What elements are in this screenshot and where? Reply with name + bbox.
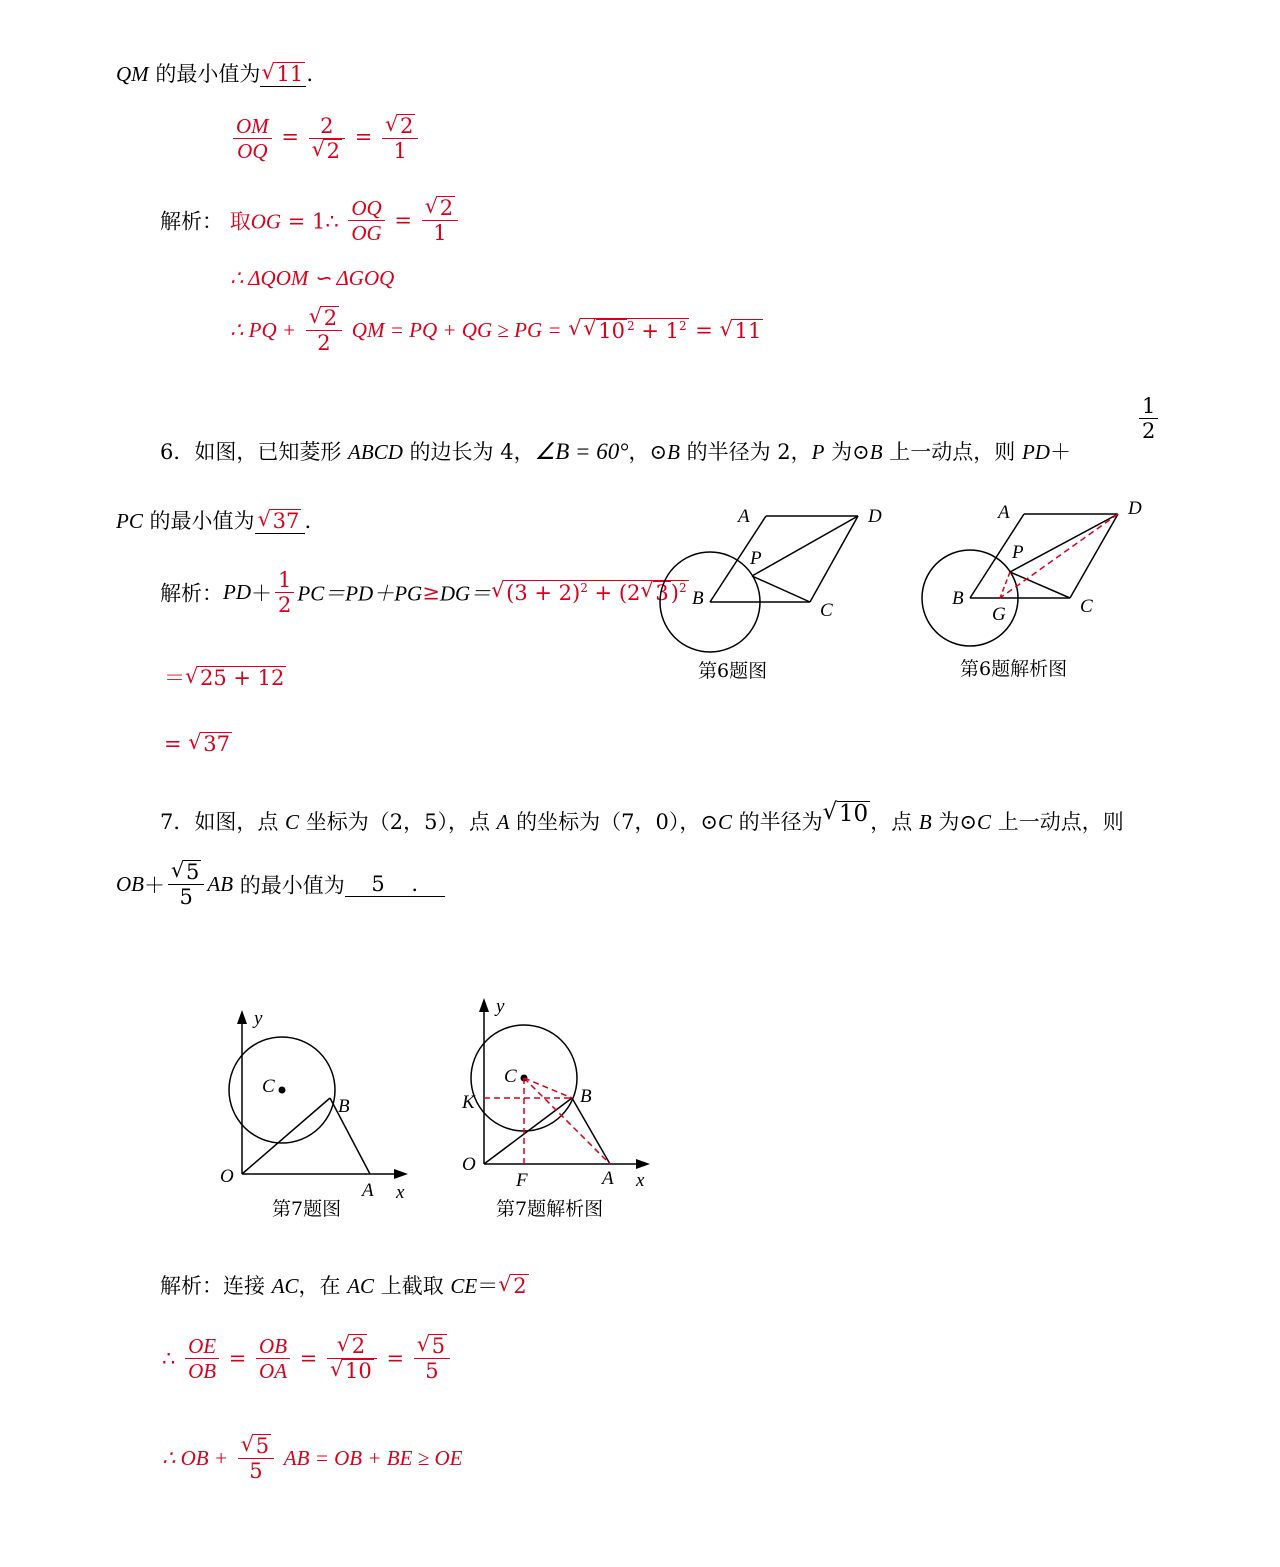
fraction-oq-og: $\frac{OQ}{OG}$ [348, 196, 384, 245]
y-arrow [237, 1010, 247, 1024]
label-o: O [220, 1166, 234, 1187]
segment-ba [330, 1098, 370, 1174]
radius-sqrt10: √ 10 [823, 801, 871, 827]
fraction-sqrt2-over-2: √ $\frac{2}{2}$ [306, 306, 342, 355]
q6-big-sqrt: √ $(3 + 2)^2 + (2√$ 3)$^2$ [491, 580, 688, 605]
x-arrow [636, 1159, 650, 1169]
q7-solution-figure [462, 996, 662, 1196]
q6-solution-figure [920, 500, 1150, 650]
label-k: K [462, 1092, 475, 1113]
prev-ratio-line: $\frac{OM}{OQ}$ = 2 √ 2 = √ $\frac{2}{1}$ [230, 114, 421, 163]
take-text: 取 [229, 209, 251, 234]
period: . [306, 62, 314, 86]
prev-final-line: ∴ PQ + √ $\frac{2}{2}$ QM = PQ + QG ≥ PG = √ √ 10 $^2 + 1^2$ = √ 11 [230, 306, 763, 355]
qm-symbol: QM [116, 62, 149, 86]
label-c: C [504, 1066, 517, 1087]
q6-solution-caption: 第6题解析图 [960, 658, 1068, 680]
sqrt-11: √ 11 [720, 319, 764, 343]
angle-b: ∠B = 60° [534, 439, 629, 464]
q7-answer-blank: 5 . [345, 872, 445, 897]
prev-question-line [116, 58, 313, 88]
equals-one: = 1∴ [281, 209, 339, 234]
label-x: x [636, 1170, 645, 1191]
q6-fig-caption: 第6题图 [698, 660, 768, 682]
dashed-pg [1000, 572, 1010, 598]
label-g: G [992, 604, 1006, 625]
question-text: 的最小值为 [148, 62, 261, 86]
q6-answer-blank: √ 37 [255, 509, 305, 534]
q6-solution-line1: 解析：PD＋ $\frac{1}{2}$ PC＝PD＋PG≥DG＝√ $(3 + 2)^2 + (2√$ 3)$^2$ [160, 568, 689, 617]
dashed-cb [524, 1078, 572, 1098]
q6-half-fraction: $\frac{1}{2}$ [1136, 394, 1161, 443]
q7-ratio-line: ∴ $\frac{OE}{OB}$ = $\frac{OB}{OA}$ = √ 2 √ 10 = √ $\frac{5}{5}$ [162, 1334, 453, 1383]
similar-triangles: ∴ ΔQOM ∽ ΔGOQ [230, 266, 395, 290]
fraction-ob-oa: $\frac{OB}{OA}$ [256, 1334, 290, 1383]
fraction-sqrt2-over-1: √ $\frac{2}{1}$ [422, 196, 458, 245]
rhombus-name: ABCD [348, 440, 403, 464]
q7-solution-line1: 解析：连接 AC，在 AC 上截取 CE＝√ 2 [160, 1270, 529, 1300]
label-c: C [820, 600, 833, 621]
q6-solution-line3: = √ 37 [164, 732, 232, 756]
label-a: A [362, 1180, 374, 1201]
fraction-sqrt5-over-5: √ $\frac{5}{5}$ [168, 860, 204, 909]
big-sqrt: √ √ 10 $^2 + 1^2$ [568, 318, 688, 343]
q6-figure [660, 500, 890, 650]
label-a: A [602, 1168, 614, 1189]
label-x: x [396, 1182, 405, 1203]
sqrt2-red: √ 2 [498, 1274, 528, 1298]
segment-ob [484, 1098, 572, 1164]
fraction-sqrt5-over-5-red: √ $\frac{5}{5}$ [238, 1434, 274, 1483]
segment-pc [752, 576, 810, 602]
label-d: D [1128, 498, 1142, 519]
label-p: P [1012, 542, 1024, 563]
fraction-sqrt2-1: √ $\frac{2}{1}$ [382, 114, 418, 163]
label-c: C [262, 1076, 275, 1097]
og-symbol: OG [250, 209, 282, 234]
q6-stem: 6．如图，已知菱形 ABCD 的边长为 4，∠B = 60°，⊙B 的半径为 2，P 为⊙B 上一动点，则 PD＋ [160, 439, 1071, 464]
center-c [279, 1087, 286, 1094]
answer-blank [260, 62, 306, 87]
solution-label: 解析： [160, 209, 223, 234]
answer-sqrt: √ 11 [261, 62, 305, 86]
q7-figure [220, 1008, 420, 1208]
dashed-ca [524, 1078, 610, 1164]
final-chain: QM = PQ + QG ≥ PG = [351, 318, 562, 343]
label-a: A [998, 502, 1010, 523]
q6-solution-line2: ＝√ 25 + 12 [164, 662, 286, 692]
red-half: $\frac{1}{2}$ [275, 568, 294, 617]
fraction-oe-ob: $\frac{OE}{OB}$ [185, 1334, 219, 1383]
label-o: O [462, 1154, 476, 1175]
fraction-2-sqrt2: 2 √ 2 [309, 114, 345, 163]
q7-final-line: ∴ OB + √ $\frac{5}{5}$ AB = OB + BE ≥ OE [162, 1434, 462, 1483]
fraction-om-oq: $\frac{OM}{OQ}$ [233, 114, 272, 163]
label-b: B [692, 588, 704, 609]
q6-answer-line: PC 的最小值为√ 37 . [116, 505, 311, 535]
label-c: C [1080, 596, 1093, 617]
x-arrow [394, 1169, 408, 1179]
label-b: B [952, 588, 964, 609]
solution-label: 解析： [160, 581, 223, 606]
prev-solution-line: 解析： 取OG = 1∴ $\frac{OQ}{OG}$ = √ $\frac{2}{1}$ [160, 196, 461, 245]
q7-solution-caption: 第7题解析图 [496, 1198, 604, 1220]
fraction-sqrt5-5: √ $\frac{5}{5}$ [414, 1334, 450, 1383]
y-arrow [479, 998, 489, 1012]
q7-fig-caption: 第7题图 [272, 1198, 342, 1220]
label-b: B [580, 1086, 592, 1107]
label-d: D [868, 506, 882, 527]
fraction-sqrt2-sqrt10: √ 2 √ 10 [327, 1334, 377, 1383]
label-y: y [254, 1008, 263, 1029]
label-y: y [496, 996, 505, 1017]
label-f: F [516, 1170, 528, 1191]
label-p: P [750, 548, 762, 569]
label-a: A [738, 506, 750, 527]
label-b: B [338, 1096, 350, 1117]
final-start: ∴ PQ + [230, 318, 297, 343]
q7-stem: 7．如图，点 C 坐标为（2，5），点 A 的坐标为（7，0），⊙C 的半径为√ 10，点 B 为⊙C 上一动点，则 [160, 806, 1124, 836]
q7-answer-line: OB＋ √ $\frac{5}{5}$ AB 的最小值为 5 . [116, 860, 445, 909]
